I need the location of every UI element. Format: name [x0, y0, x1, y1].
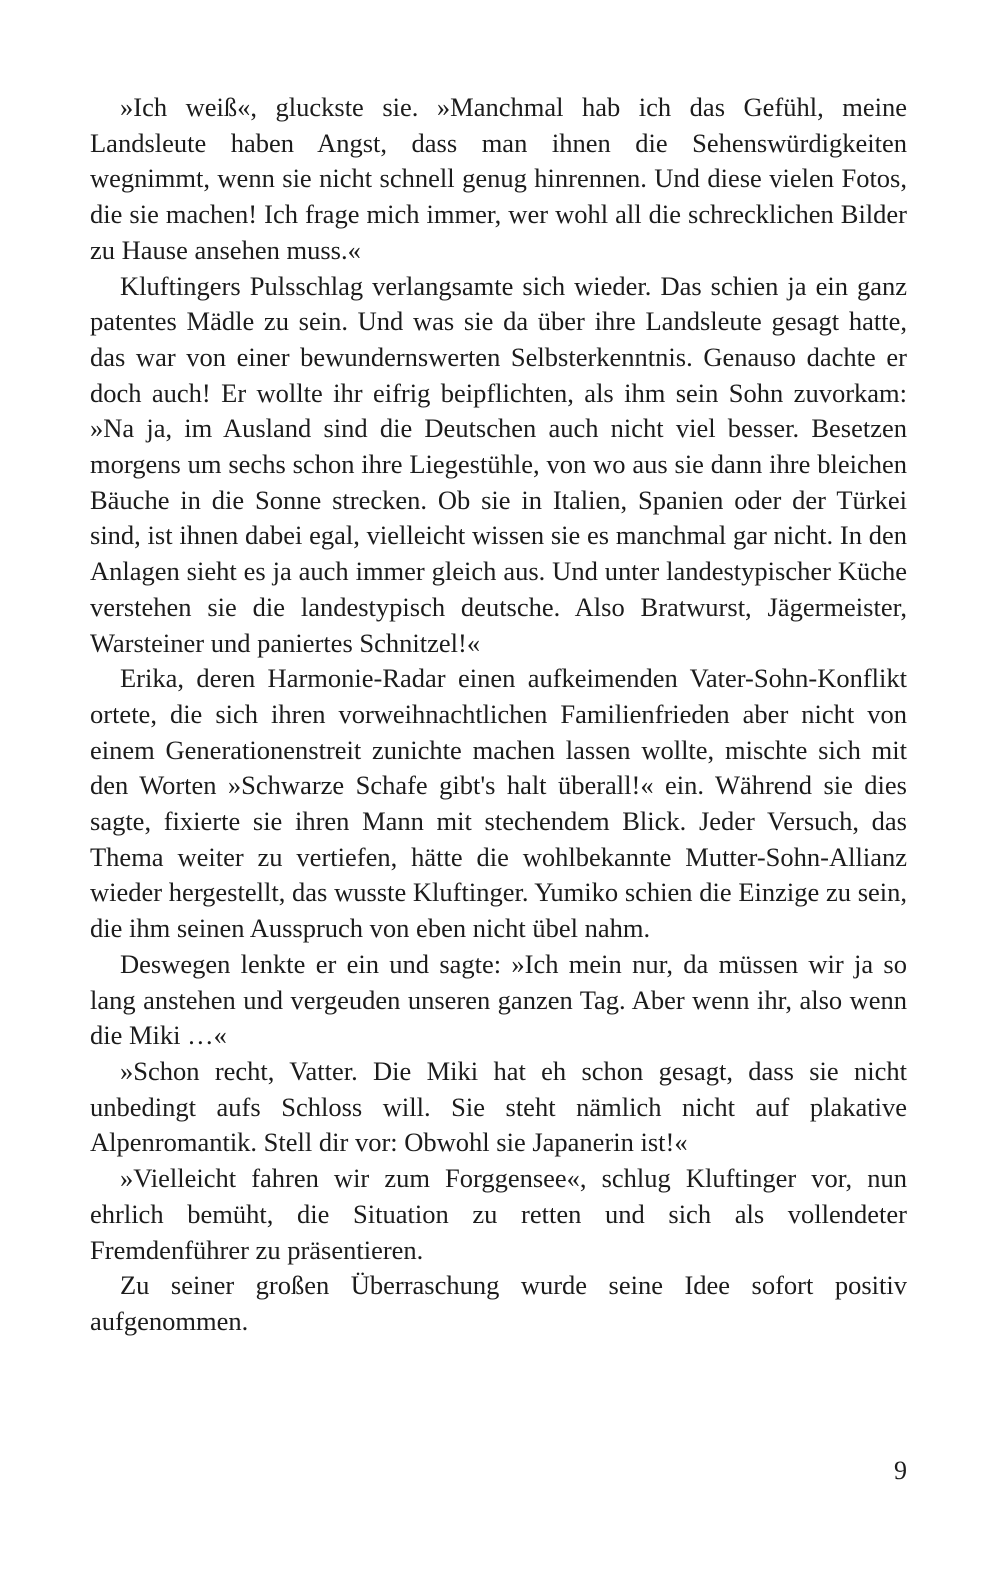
paragraph-2: Kluftingers Pulsschlag verlangsamte sich wieder. Das schien ja ein ganz patentes Mädle zu sein. Und was sie da über ihre Landsleute gesagt hatte, das war von einer bewundernswerten Selbsterkenntnis. Genauso dachte er doch auch! Er wollte ihr eifrig beipflichten, als ihm sein Sohn zuvorkam: »Na ja, im Ausland sind die Deutschen auch nicht viel besser. Besetzen morgens um sechs schon ihre Liegestühle, von wo aus sie dann ihre bleichen Bäuche in die Sonne strecken. Ob sie in Italien, Spanien oder der Türkei sind, ist ihnen dabei egal, vielleicht wissen sie es manchmal gar nicht. In den Anlagen sieht es ja auch immer gleich aus. Und unter landestypischer Küche verstehen sie die landestypisch deutsche. Also Bratwurst, Jägermeister, Warsteiner und paniertes Schnitzel!«: [90, 270, 907, 658]
page-number: 9: [894, 1456, 907, 1485]
paragraph-4: Deswegen lenkte er ein und sagte: »Ich mein nur, da müssen wir ja so lang anstehen und vergeuden unseren ganzen Tag. Aber wenn ihr, also wenn die Miki …«: [90, 948, 907, 1051]
paragraph-5: »Schon recht, Vatter. Die Miki hat eh schon gesagt, dass sie nicht unbedingt aufs Schloss will. Sie steht nämlich nicht auf plakative Alpenromantik. Stell dir vor: Obwohl sie Japanerin ist!«: [90, 1055, 907, 1158]
paragraph-3: Erika, deren Harmonie-Radar einen aufkeimenden Vater-Sohn-Konflikt ortete, die sich ihren vorweihnachtlichen Familienfrieden aber nicht von einem Generationenstreit zunichte machen lassen wollte, mischte sich mit den Worten »Schwarze Schafe gibt's halt überall!« ein. Während sie dies sagte, fixierte sie ihren Mann mit stechendem Blick. Jeder Versuch, das Thema weiter zu vertiefen, hätte die wohlbekannte Mutter-Sohn-Allianz wieder hergestellt, das wusste Kluftinger. Yumiko schien die Einzige zu sein, die ihm seinen Ausspruch von eben nicht übel nahm.: [90, 663, 907, 944]
paragraph-1: »Ich weiß«, gluckste sie. »Manchmal hab ich das Gefühl, meine Landsleute haben Angst, dass man ihnen die Sehenswürdigkeiten wegnimmt, wenn sie nicht schnell genug hinrennen. Und diese vielen Fotos, die sie machen! Ich frage mich immer, wer wohl all die schrecklichen Bilder zu Hause ansehen muss.«: [90, 92, 907, 265]
paragraph-6: »Vielleicht fahren wir zum Forggensee«, schlug Kluftinger vor, nun ehrlich bemüht, die Situation zu retten und sich als vollendeter Fremdenführer zu präsentieren.: [90, 1163, 907, 1265]
page-body: [90, 90, 907, 1340]
paragraph-7: Zu seiner großen Überraschung wurde seine Idee sofort positiv aufgenommen.: [90, 1270, 907, 1336]
